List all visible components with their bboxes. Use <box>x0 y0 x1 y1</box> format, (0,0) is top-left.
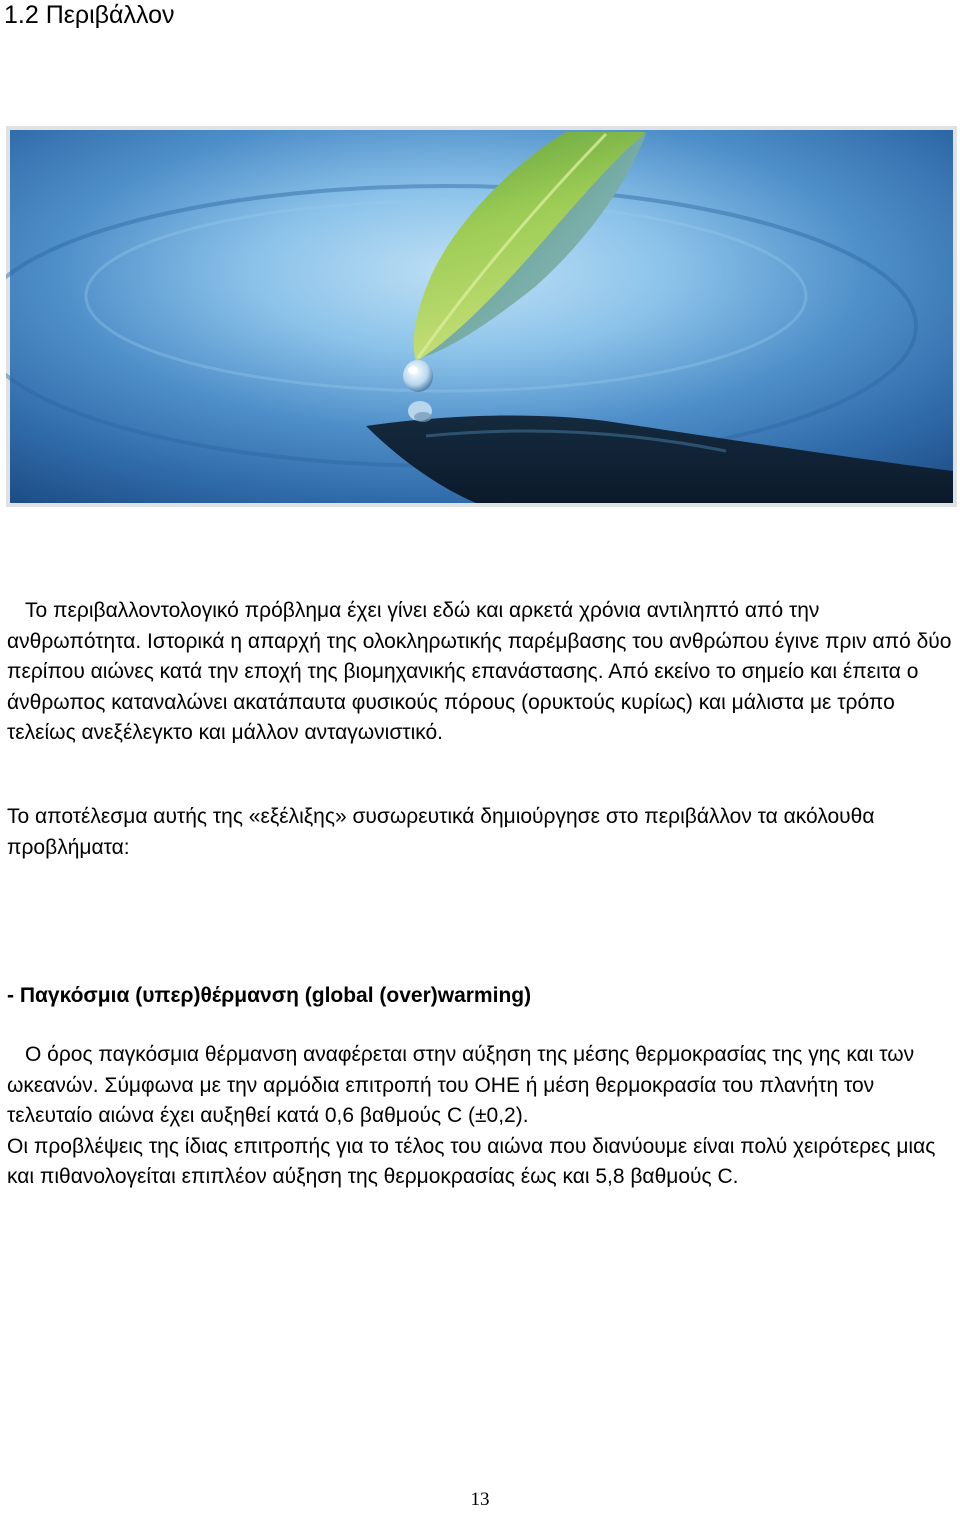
water-drop <box>403 360 433 392</box>
result-paragraph: Το αποτέλεσμα αυτής της «εξέλιξης» συσωρευτικά δημιούργησε στο περιβάλλον τα ακόλουθα προβλήματα: <box>7 805 875 859</box>
intro-paragraph <box>7 596 952 749</box>
definition-text: Ο όρος παγκόσμια θέρμανση αναφέρεται στην αύξηση της μέσης θερμοκρασίας της γης και των ωκεανών. Σύμφωνα με την αρμόδια επιτροπή του ΟΗΕ ή μέση θερμοκρασία του πλανήτη τον τελευταίο αιώνα έχει αυξηθεί κατά 0,6 βαθμούς C (±0,2). <box>7 1043 915 1127</box>
leaf-water-drop-illustration <box>6 126 957 507</box>
section-heading: 1.2 Περιβάλλον <box>4 1 175 29</box>
water-drop-highlight <box>408 366 418 374</box>
forecast-paragraph: Οι προβλέψεις της ίδιας επιτροπής για το τέλος του αιώνα που διανύουμε είναι πολύ χειρότερες μιας και πιθανολογείται επιπλέον αύξηση της θερμοκρασίας έως και 5,8 βαθμούς C. <box>7 1134 936 1188</box>
leaf-water-drop-photo <box>6 126 957 507</box>
global-warming-subheading: - Παγκόσμια (υπερ)θέρμανση (global (over)warming) <box>7 984 532 1007</box>
page-number: 13 <box>470 1489 490 1510</box>
global-warming-section <box>7 1040 952 1193</box>
intro-text: Το περιβαλλοντολογικό πρόβλημα έχει γίνει εδώ και αρκετά χρόνια αντιληπτό από την ανθρωπότητα. Ιστορικά η απαρχή της ολοκληρωτικής παρέμβασης του ανθρώπου έγινε πριν από δύο περίπου αιώνες κατά την εποχή της βιομηχανικής επανάστασης. Από εκείνο το σημείο και έπειτα ο άνθρωπος καταναλώνει ακατάπαυτα φυσικούς πόρους (ορυκτούς κυρίως) και μάλιστα με τρόπο τελείως ανεξέλεγκτο και μάλλον ανταγωνιστικό. <box>7 599 952 744</box>
definition-paragraph <box>7 1040 952 1132</box>
drop-reflection-shade <box>414 412 432 422</box>
